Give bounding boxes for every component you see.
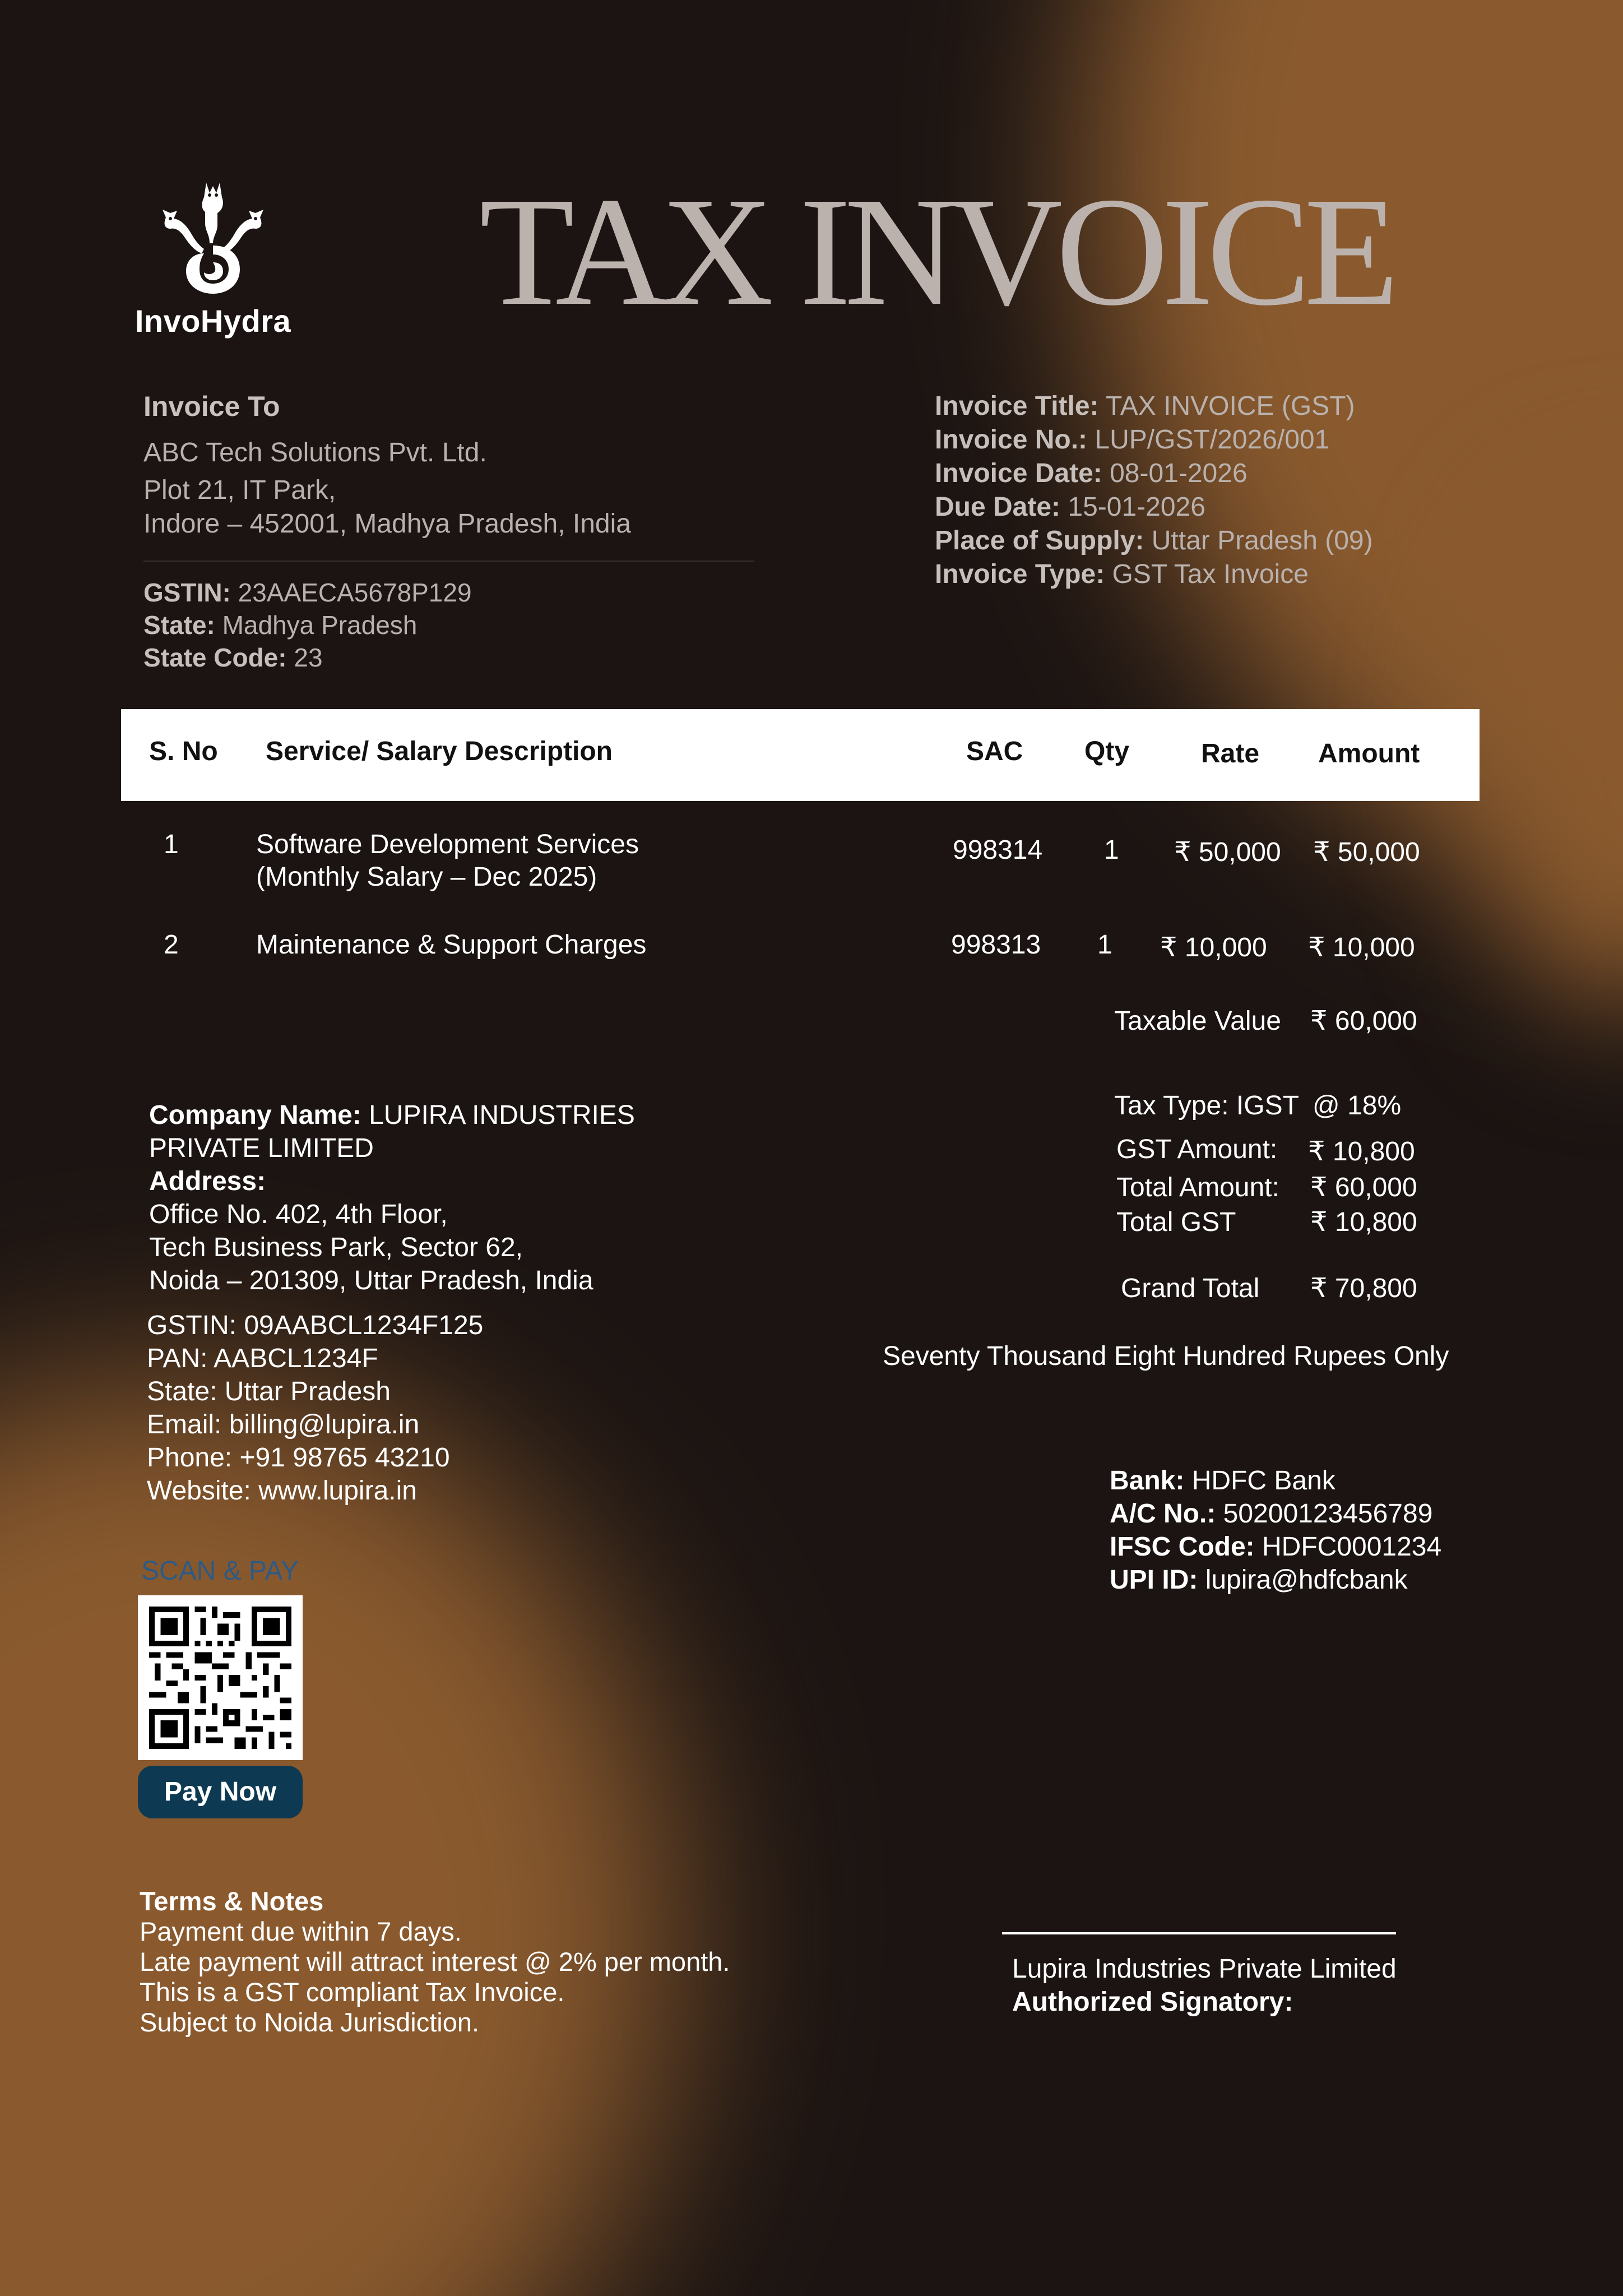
terms-line: Payment due within 7 days. xyxy=(140,1917,462,1946)
seller-website[interactable]: Website: www.lupira.in xyxy=(147,1476,417,1506)
client-company: ABC Tech Solutions Pvt. Ltd. xyxy=(143,438,487,467)
row-amount: ₹ 50,000 xyxy=(1313,837,1420,867)
ifsc-code: HDFC0001234 xyxy=(1262,1532,1442,1562)
row-sno: 2 xyxy=(164,930,179,960)
due-date: 15-01-2026 xyxy=(1068,492,1205,522)
client-state-code-label: State Code: xyxy=(143,643,287,672)
seller-address-line1: Office No. 402, 4th Floor, xyxy=(149,1200,448,1229)
client-gstin-label: GSTIN: xyxy=(143,578,231,607)
client-gstin: 23AAECA5678P129 xyxy=(238,578,472,607)
place-of-supply: Uttar Pradesh (09) xyxy=(1151,526,1373,556)
terms-section xyxy=(140,1886,812,2038)
authorized-signatory-label: Authorized Signatory: xyxy=(1012,1987,1293,2017)
brand-name: InvoHydra xyxy=(135,303,291,339)
invoice-to-section xyxy=(143,390,760,541)
header-amount: Amount xyxy=(1318,739,1420,769)
row-rate: ₹ 50,000 xyxy=(1174,837,1281,867)
account-number: 50200123456789 xyxy=(1223,1499,1433,1529)
hydra-logo-icon xyxy=(146,178,280,299)
qr-code-icon xyxy=(149,1607,291,1749)
upi-label: UPI ID: xyxy=(1110,1565,1198,1595)
invoice-type: GST Tax Invoice xyxy=(1112,559,1309,589)
due-date-label: Due Date: xyxy=(935,492,1061,522)
row-rate: ₹ 10,000 xyxy=(1160,933,1267,962)
total-amount-label: Total Amount: xyxy=(1116,1173,1279,1202)
terms-line: Late payment will attract interest @ 2% per month. xyxy=(140,1947,730,1976)
company-name: LUPIRA INDUSTRIES xyxy=(369,1100,635,1130)
seller-phone[interactable]: Phone: +91 98765 43210 xyxy=(147,1443,450,1473)
seller-address-line3: Noida – 201309, Uttar Pradesh, India xyxy=(149,1266,593,1295)
invoice-number-label: Invoice No.: xyxy=(935,425,1088,455)
header-description: Service/ Salary Description xyxy=(266,737,613,766)
document-title: TAX INVOICE xyxy=(479,165,1393,338)
pay-now-button[interactable]: Pay Now xyxy=(138,1766,303,1818)
items-table-header xyxy=(121,709,1480,801)
ifsc-label: IFSC Code: xyxy=(1110,1532,1255,1562)
total-gst: ₹ 10,800 xyxy=(1310,1207,1417,1237)
signature-line xyxy=(1002,1932,1396,1934)
total-gst-label: Total GST xyxy=(1116,1207,1236,1237)
row-qty: 1 xyxy=(1097,930,1112,960)
seller-gstin: GSTIN: 09AABCL1234F125 xyxy=(147,1311,484,1340)
account-label: A/C No.: xyxy=(1110,1499,1216,1529)
client-state-label: State: xyxy=(143,610,215,640)
terms-line: This is a GST compliant Tax Invoice. xyxy=(140,1977,565,2007)
row-sno: 1 xyxy=(164,830,179,859)
header-rate: Rate xyxy=(1201,739,1260,769)
company-name-line2: PRIVATE LIMITED xyxy=(149,1133,374,1163)
upi-id: lupira@hdfcbank xyxy=(1205,1565,1408,1595)
client-state-code: 23 xyxy=(294,643,323,672)
gst-amount-label: GST Amount: xyxy=(1116,1135,1278,1164)
client-address-line2: Indore – 452001, Madhya Pradesh, India xyxy=(143,509,631,539)
section-divider xyxy=(143,561,754,562)
invoice-type-label: Invoice Type: xyxy=(935,559,1105,589)
address-label: Address: xyxy=(149,1166,266,1196)
client-tax-info xyxy=(143,576,760,674)
tax-rate: @ 18% xyxy=(1313,1091,1402,1121)
scan-pay-label: SCAN & PAY xyxy=(141,1556,299,1586)
invoice-to-heading: Invoice To xyxy=(143,391,280,422)
seller-pan: PAN: AABCL1234F xyxy=(147,1344,378,1373)
seller-email[interactable]: Email: billing@lupira.in xyxy=(147,1410,420,1439)
signatory-company: Lupira Industries Private Limited xyxy=(1012,1954,1397,1984)
invoice-number: LUP/GST/2026/001 xyxy=(1095,425,1330,455)
signature-section xyxy=(1012,1952,1517,2019)
row-qty: 1 xyxy=(1104,835,1119,865)
invoice-date-label: Invoice Date: xyxy=(935,459,1102,488)
invoice-title-label: Invoice Title: xyxy=(935,391,1099,421)
row-sac: 998314 xyxy=(953,835,1043,865)
brand-logo xyxy=(129,178,297,339)
tax-type: Tax Type: IGST xyxy=(1114,1091,1299,1121)
taxable-value-label: Taxable Value xyxy=(1114,1006,1281,1036)
row-description: Maintenance & Support Charges xyxy=(256,930,647,960)
place-of-supply-label: Place of Supply: xyxy=(935,526,1144,556)
grand-total-label: Grand Total xyxy=(1121,1274,1260,1303)
invoice-date: 08-01-2026 xyxy=(1110,459,1248,488)
invoice-title: TAX INVOICE (GST) xyxy=(1106,391,1355,421)
seller-company-section xyxy=(149,1099,766,1297)
company-name-label: Company Name: xyxy=(149,1100,361,1130)
row-description-sub: (Monthly Salary – Dec 2025) xyxy=(256,862,597,892)
seller-state: State: Uttar Pradesh xyxy=(147,1377,391,1406)
row-description: Software Development Services xyxy=(256,830,639,859)
header-qty: Qty xyxy=(1084,737,1130,766)
qr-code[interactable] xyxy=(138,1595,303,1760)
taxable-value: ₹ 60,000 xyxy=(1310,1006,1417,1036)
amount-in-words: Seventy Thousand Eight Hundred Rupees Only xyxy=(883,1341,1449,1371)
header-sac: SAC xyxy=(966,737,1023,766)
invoice-meta-section xyxy=(935,390,1579,591)
seller-contact-section xyxy=(147,1309,763,1507)
terms-line: Subject to Noida Jurisdiction. xyxy=(140,2007,480,2037)
row-sac: 998313 xyxy=(951,930,1041,960)
row-amount: ₹ 10,000 xyxy=(1308,933,1415,962)
total-amount: ₹ 60,000 xyxy=(1310,1173,1417,1202)
bank-name: HDFC Bank xyxy=(1191,1466,1336,1496)
grand-total: ₹ 70,800 xyxy=(1310,1274,1417,1303)
client-state: Madhya Pradesh xyxy=(222,610,418,640)
bank-details-section xyxy=(1110,1464,1558,1596)
client-address-line1: Plot 21, IT Park, xyxy=(143,475,336,505)
terms-heading: Terms & Notes xyxy=(140,1886,324,1916)
bank-label: Bank: xyxy=(1110,1466,1185,1496)
gst-amount: ₹ 10,800 xyxy=(1308,1137,1415,1166)
header-sno: S. No xyxy=(149,737,218,766)
seller-address-line2: Tech Business Park, Sector 62, xyxy=(149,1233,523,1262)
